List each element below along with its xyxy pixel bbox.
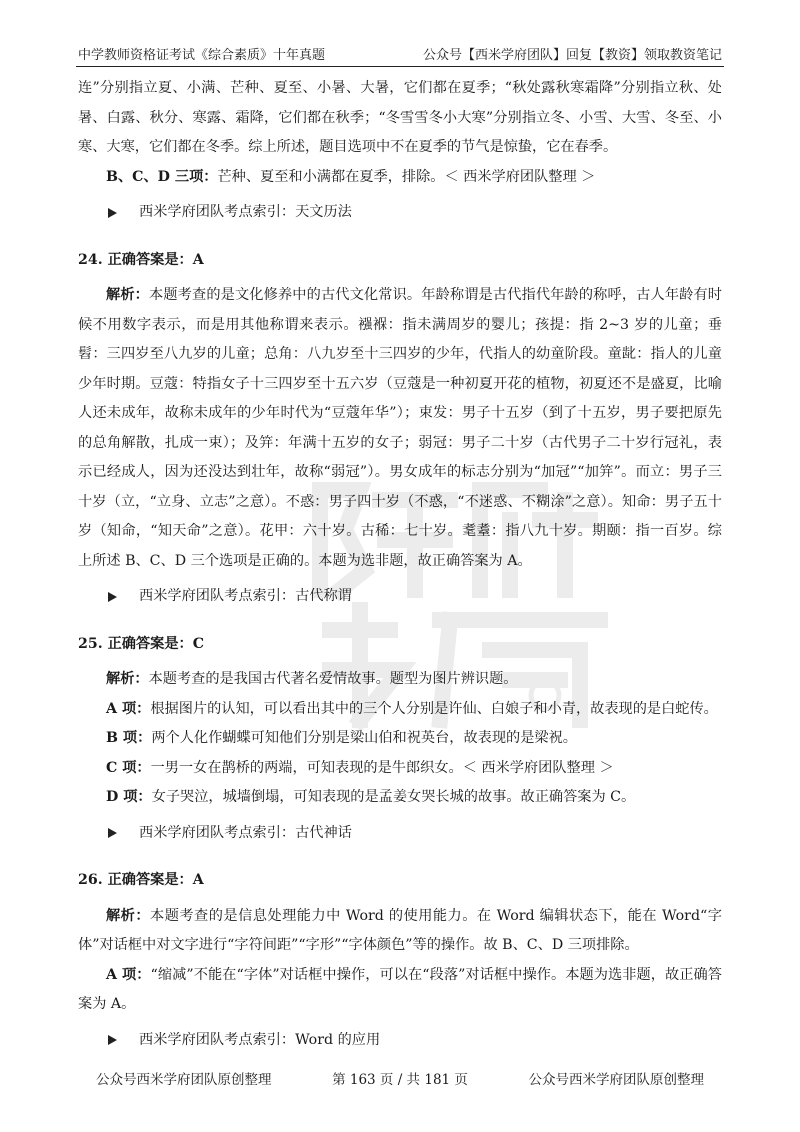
topic-index-text: 西米学府团队考点索引：古代神话 — [139, 824, 352, 841]
q24-answer-heading: 24. 正确答案是：A — [78, 251, 204, 268]
arrow-bullet-icon — [108, 592, 117, 602]
explanation-label: 解析： — [106, 671, 149, 687]
page-header — [78, 44, 722, 64]
option-text: “缩减”不能在“字体”对话框中操作，可以在“段落”对话框中操作。本题为选非题，故正确答案为 A。 — [78, 966, 722, 1012]
topic-index-bullet — [108, 819, 722, 849]
q25-option-a — [78, 695, 722, 725]
footer-left-credit: 公众号西米学府团队原创整理 — [96, 1072, 272, 1088]
q25-option-b — [78, 724, 722, 754]
option-label: A 项： — [106, 966, 151, 983]
arrow-bullet-icon — [108, 1035, 117, 1045]
q25-answer-heading: 25. 正确答案是：C — [78, 635, 205, 652]
option-label: D 项： — [106, 789, 152, 805]
option-text: 女子哭泣，城墙倒塌，可知表现的是孟姜女哭长城的故事。故正确答案为 C。 — [151, 789, 636, 805]
page-number: 第 163 页 / 共 181 页 — [332, 1072, 468, 1088]
arrow-bullet-icon — [108, 828, 117, 838]
footer-right-credit: 公众号西米学府团队原创整理 — [528, 1072, 704, 1088]
option-text: 芒种、夏至和小满都在夏季，排除。＜ 西米学府团队整理 ＞ — [217, 168, 596, 185]
explanation-text: 本题考查的是文化修养中的古代文化常识。年龄称谓是古代指代年龄的称呼，古人年龄有时候不用数字表示，而是用其他称谓来表示。襁褓：指未满周岁的婴儿；孩提：指 2~3 岁的儿童；垂髫：三四岁至八九岁的儿童；总角：八九岁至十三四岁的少年，代指人的幼童阶段。童龀：指人的儿童少年时期。豆蔻：特指女子十三四岁至十五六岁（豆蔻是一种初夏开花的植物，初夏还不是盛夏，比喻人还未成年，故称未成年的少年时代为“豆蔻年华”）；束发：男子十五岁（到了十五岁，男子要把原先的总角解散，扎成一束）；及笄：年满十五岁的女子；弱冠：男子二十岁（古代男子二十岁行冠礼，表示已经成人，因为还没达到壮年，故称“弱冠”）。男女成年的标志分别为“加冠”“加笄”。而立：男子三十岁（立，“立身、立志”之意）。不惑：男子四十岁（不惑，“不迷惑、不糊涂”之意）。知命：男子五十岁（知命，“知天命”之意）。花甲：六十岁。古稀：七十岁。耄耋：指八九十岁。期颐：指一百岁。综上所述 B、C、D 三个选项是正确的。本题为选非题，故正确答案为 A。 — [78, 287, 722, 569]
topic-index-bullet — [108, 198, 722, 228]
header-divider — [76, 66, 724, 67]
option-label: C 项： — [106, 759, 151, 776]
page-footer — [96, 1068, 704, 1088]
q25-explanation — [78, 665, 722, 695]
explanation-text: 本题考查的是我国古代著名爱情故事。题型为图片辨识题。 — [148, 671, 518, 687]
option-text: 根据图片的认知，可以看出其中的三个人分别是许仙、白娘子和小青，故表现的是白蛇传。 — [150, 700, 718, 717]
q26-explanation — [78, 902, 722, 961]
intro-paragraph: 连”分别指立夏、小满、芒种、夏至、小暑、大暑，它们都在夏季；“秋处露秋寒霜降”分别指立秋、处暑、白露、秋分、寒露、霜降，它们都在秋季；“冬雪雪冬小大寒”分别指立冬、小雪、大雪、冬至、小寒、大寒，它们都在冬季。综上所述，题目选项中不在夏季的节气是惊蛰，它在春季。 — [78, 80, 722, 155]
q26-option-a — [78, 961, 722, 1020]
explanation-label: 解析： — [106, 907, 151, 924]
topic-index-text: 西米学府团队考点索引：古代称谓 — [139, 588, 352, 604]
q25-option-d — [78, 783, 722, 813]
explanation-label: 解析： — [106, 287, 149, 303]
option-label: B、C、D 三项： — [106, 168, 218, 185]
option-text: 一男一女在鹊桥的两端，可知表现的是牛郎织女。＜ 西米学府团队整理 ＞ — [150, 759, 614, 776]
header-title: 中学教师资格证考试《综合素质》十年真题 — [78, 48, 326, 63]
option-label: A 项： — [106, 700, 151, 717]
explanation-text: 本题考查的是信息处理能力中 Word 的使用能力。在 Word 编辑状态下，能在 Word“字体”对话框中对文字进行“字符间距”“字形”“字体颜色”等的操作。故 B、C、D 三项排除。 — [78, 907, 722, 953]
header-promo: 公众号【西米学府团队】回复【教资】领取教资笔记 — [422, 48, 722, 63]
topic-index-text: 西米学府团队考点索引：Word 的应用 — [139, 1031, 381, 1048]
intro-bcd-paragraph — [78, 163, 722, 193]
topic-index-bullet — [108, 1026, 722, 1056]
q24-explanation — [78, 281, 722, 576]
arrow-bullet-icon — [108, 208, 117, 218]
option-text: 两个人化作蝴蝶可知他们分别是梁山伯和祝英台，故表现的是梁祝。 — [151, 730, 577, 746]
q25-option-c — [78, 754, 722, 784]
q26-answer-heading: 26. 正确答案是：A — [78, 872, 204, 888]
page-content — [78, 74, 722, 1073]
option-label: B 项： — [106, 730, 152, 746]
topic-index-bullet — [108, 582, 722, 612]
topic-index-text: 西米学府团队考点索引：天文历法 — [139, 204, 352, 220]
